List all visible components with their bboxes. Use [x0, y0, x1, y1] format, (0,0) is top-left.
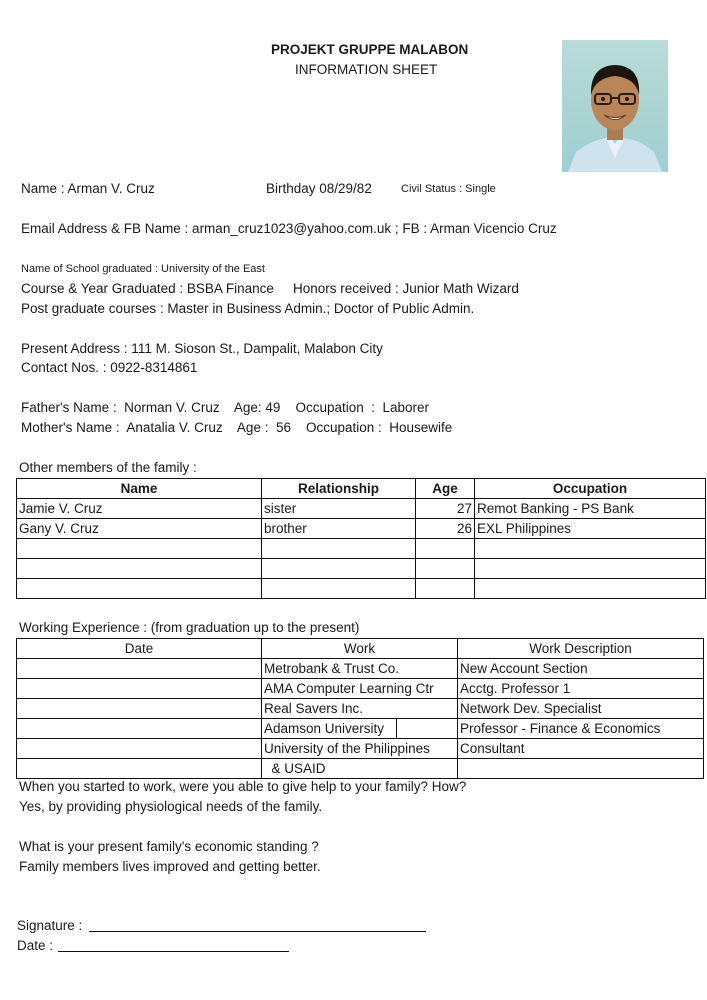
father-field: Father's Name : Norman V. Cruz Age: 49 Occupation : Laborer [21, 400, 430, 415]
table-cell [17, 739, 262, 759]
table-row [17, 679, 704, 699]
table-row [17, 559, 706, 579]
table-row [17, 659, 704, 679]
table-cell: sister [262, 499, 416, 519]
contact-field: Contact Nos. : 0922-8314861 [21, 360, 198, 375]
applicant-photo [562, 40, 668, 172]
table-cell: Real Savers Inc. [262, 699, 458, 719]
work-table [16, 638, 704, 779]
table-cell: Metrobank & Trust Co. [262, 659, 458, 679]
table-cell [17, 719, 262, 739]
table-cell: Gany V. Cruz [17, 519, 262, 539]
table-row [17, 719, 704, 739]
table-row [17, 539, 706, 559]
table-header-row [17, 479, 706, 499]
address-field: Present Address : 111 M. Sioson St., Dampalit, Malabon City [21, 341, 383, 356]
table-row [17, 739, 704, 759]
answer-2: Family members lives improved and getting better. [19, 859, 321, 874]
table-cell: Professor - Finance & Economics [458, 719, 704, 739]
sheet-title: PROJEKT GRUPPE MALABON [271, 42, 469, 57]
column-header: Work Description [458, 639, 704, 659]
table-cell [17, 579, 262, 599]
person-portrait-icon [562, 40, 668, 172]
table-cell: & USAID [262, 759, 458, 779]
name-field: Name : Arman V. Cruz [21, 181, 155, 196]
table-cell: brother [262, 519, 416, 539]
table-row [17, 699, 704, 719]
sheet-subtitle: INFORMATION SHEET [295, 62, 438, 77]
table-cell [262, 579, 416, 599]
table-row [17, 759, 704, 779]
postgrad-field: Post graduate courses : Master in Business Admin.; Doctor of Public Admin. [21, 301, 475, 316]
column-header: Relationship [262, 479, 416, 499]
table-row [17, 579, 706, 599]
table-cell: Remot Banking - PS Bank [475, 499, 706, 519]
course-field: Course & Year Graduated : BSBA Finance [21, 281, 274, 296]
honors-field: Honors received : Junior Math Wizard [293, 281, 519, 296]
answer-1: Yes, by providing physiological needs of the family. [19, 799, 323, 814]
table-cell: Adamson University [262, 719, 458, 739]
table-cell [475, 579, 706, 599]
table-cell [475, 539, 706, 559]
table-cell [262, 539, 416, 559]
table-cell: EXL Philippines [475, 519, 706, 539]
civil-status-field: Civil Status : Single [401, 183, 496, 195]
table-cell [17, 539, 262, 559]
table-row [17, 519, 706, 539]
school-field: Name of School graduated : University of the East [21, 263, 265, 275]
column-header: Date [17, 639, 262, 659]
table-header-row [17, 639, 704, 659]
table-cell [17, 759, 262, 779]
table-cell: AMA Computer Learning Ctr [262, 679, 458, 699]
table-cell [458, 759, 704, 779]
column-header: Work [262, 639, 458, 659]
work-label: Working Experience : (from graduation up to the present) [19, 620, 360, 635]
cell-divider [396, 718, 397, 738]
table-cell: Jamie V. Cruz [17, 499, 262, 519]
table-cell: Consultant [458, 739, 704, 759]
table-cell [17, 659, 262, 679]
signature-line[interactable] [89, 931, 426, 932]
table-cell [17, 679, 262, 699]
table-cell: University of the Philippines [262, 739, 458, 759]
table-cell [262, 559, 416, 579]
table-cell: Acctg. Professor 1 [458, 679, 704, 699]
question-1: When you started to work, were you able to give help to your family? How? [19, 779, 467, 794]
table-cell [475, 559, 706, 579]
column-header: Occupation [475, 479, 706, 499]
question-2: What is your present family's economic standing ? [19, 839, 319, 854]
date-label: Date : [17, 938, 54, 953]
birthday-field: Birthday 08/29/82 [266, 181, 372, 196]
column-header: Age [416, 479, 475, 499]
table-cell [17, 559, 262, 579]
family-label: Other members of the family : [19, 460, 197, 475]
table-cell: New Account Section [458, 659, 704, 679]
table-row [17, 499, 706, 519]
family-table [16, 478, 706, 599]
table-cell [416, 539, 475, 559]
table-cell: Network Dev. Specialist [458, 699, 704, 719]
column-header: Name [17, 479, 262, 499]
signature-label: Signature : [17, 918, 83, 933]
table-cell [17, 699, 262, 719]
table-cell: 26 [416, 519, 475, 539]
mother-field: Mother's Name : Anatalia V. Cruz Age : 56 Occupation : Housewife [21, 420, 453, 435]
table-cell: 27 [416, 499, 475, 519]
table-cell [416, 559, 475, 579]
email-fb-field: Email Address & FB Name : arman_cruz1023@yahoo.com.uk ; FB : Arman Vicencio Cruz [21, 221, 557, 236]
date-line[interactable] [58, 951, 289, 952]
table-cell [416, 579, 475, 599]
